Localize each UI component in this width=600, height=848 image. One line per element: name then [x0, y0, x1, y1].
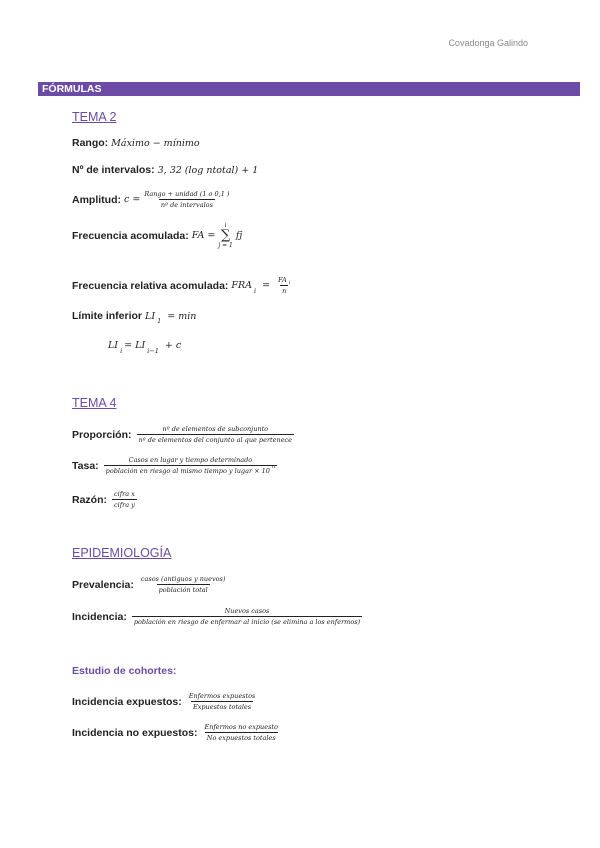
inc-expuestos-numerator: Enfermos expuestos [188, 692, 256, 700]
amplitud-formula [72, 190, 231, 209]
inc-no-expuestos-formula [72, 723, 280, 742]
tasa-formula [72, 456, 277, 475]
incidencia-fraction [132, 607, 362, 626]
cohortes-heading: Estudio de cohortes: [72, 665, 177, 677]
intervalos-label: Nº de intervalos: [72, 164, 155, 176]
summation [218, 222, 233, 249]
inc-no-expuestos-numerator: Enfermos no expuesto [204, 723, 278, 731]
tasa-label: Tasa: [72, 459, 99, 472]
incidencia-numerator: Nuevos casos [224, 607, 270, 615]
lii-equals: = LI [124, 340, 146, 351]
sum-upper: i [224, 222, 227, 229]
tasa-exponent: n [271, 464, 276, 470]
tema4-heading: TEMA 4 [72, 396, 117, 410]
lii-subscript2: i−1 [147, 346, 159, 355]
proporcion-numerator: nº de elementos de subconjunto [162, 425, 269, 433]
inc-no-expuestos-fraction [202, 723, 280, 742]
proporcion-fraction [137, 425, 295, 444]
fra-numerator [276, 276, 292, 285]
razon-formula [72, 490, 137, 509]
inc-expuestos-denominator: Expuestos totales [192, 703, 252, 711]
tasa-fraction [104, 456, 278, 475]
author-name: Covadonga Galindo [448, 38, 528, 48]
prevalencia-fraction [139, 575, 228, 594]
tasa-den-text: población en riesgo al mismo tiempo y lugar × 10 [105, 467, 270, 475]
inc-no-expuestos-denominator: No expuestos totales [206, 734, 276, 742]
amplitud-fraction [142, 190, 231, 209]
lii-lhs: LI [108, 340, 119, 351]
fra-denominator: n [282, 287, 287, 295]
rango-expression: Máximo − mínimo [111, 137, 200, 149]
fra-num-text: FA [278, 276, 287, 284]
inc-expuestos-formula [72, 692, 257, 711]
amplitud-label: Amplitud: [72, 193, 121, 206]
inc-expuestos-fraction [187, 692, 258, 711]
limite-inferior-label: Límite inferior [72, 310, 143, 322]
frec-acum-label: Frecuencia acomulada: [72, 229, 189, 242]
sigma-symbol: ∑ [220, 228, 231, 243]
incidencia-denominator: población en riesgo de enfermar al inicio (se elimina a los enfermos) [133, 618, 361, 626]
limite-inferior-formula [72, 310, 197, 325]
frec-acum-formula [72, 222, 242, 249]
li-lhs: LI [145, 310, 156, 322]
rango-label: Rango: [72, 137, 109, 149]
prevalencia-numerator: casos (antiguos y nuevos) [140, 575, 226, 583]
razon-numerator: cifra x [114, 490, 135, 498]
proporcion-formula [72, 425, 294, 444]
li-rhs: = min [167, 310, 197, 322]
frec-rel-acum-formula [72, 276, 292, 295]
formulas-banner: FÓRMULAS [38, 82, 580, 96]
fra-num-subscript: i [288, 280, 291, 286]
rango-formula [72, 137, 200, 149]
incidencia-formula [72, 607, 362, 626]
fra-fraction [276, 276, 292, 295]
frec-acum-rhs: fj [235, 230, 243, 241]
li-subscript: 1 [157, 317, 162, 325]
amplitud-numerator: Rango + unidad (1 o 0,1 ) [144, 190, 230, 198]
limite-recurrencia-formula [108, 340, 182, 355]
epidemiologia-heading: EPIDEMIOLOGÍA [72, 546, 172, 560]
fra-equals: = [262, 280, 271, 291]
tema2-heading: TEMA 2 [72, 110, 117, 124]
incidencia-label: Incidencia: [72, 610, 127, 623]
inc-no-expuestos-label: Incidencia no expuestos: [72, 726, 198, 739]
lii-subscript: i [120, 346, 123, 355]
amplitud-lhs: c = [124, 194, 141, 205]
razon-denominator: cifra y [114, 501, 135, 509]
frec-rel-acum-label: Frecuencia relativa acomulada: [72, 279, 229, 292]
intervalos-formula [72, 164, 258, 176]
sum-lower: j = 1 [218, 242, 233, 249]
inc-expuestos-label: Incidencia expuestos: [72, 695, 182, 708]
razon-label: Razón: [72, 493, 107, 506]
proporcion-label: Proporción: [72, 428, 132, 441]
lii-rhs: + c [164, 340, 182, 351]
frec-acum-lhs: FA = [191, 230, 216, 241]
tasa-numerator: Casos en lugar y tiempo determinado [128, 456, 253, 464]
fra-subscript: i [254, 286, 257, 295]
fra-lhs: FRA [231, 280, 253, 291]
prevalencia-denominator: población total [158, 586, 208, 594]
amplitud-denominator: nº de intervalos [160, 201, 213, 209]
razon-fraction [112, 490, 137, 509]
intervalos-expression: 3, 32 (log ntotal) + 1 [157, 164, 259, 176]
prevalencia-label: Prevalencia: [72, 578, 134, 591]
tasa-denominator [104, 465, 278, 475]
proporcion-denominator: nº de elementos del conjunto al que pertenece [138, 436, 293, 444]
prevalencia-formula [72, 575, 227, 594]
